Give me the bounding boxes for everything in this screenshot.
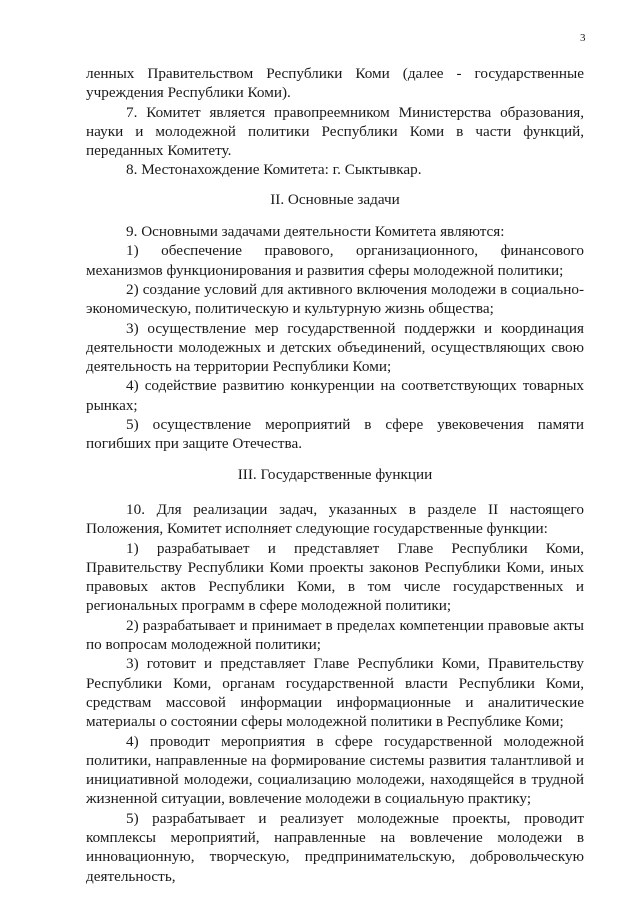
function-item-5: 5) разрабатывает и реализует молодежные проекты, проводит комплексы мероприятий, направленные на вовлечение молодежи в инновационную, творческую, предпринимательскую, добровольческую деятельность, — [86, 809, 584, 885]
function-item-4: 4) проводит мероприятия в сфере государственной молодежной политики, направленные на формирование системы развития талантливой и инициативной молодежи, социализацию молодежи, находящейся в трудной жизненной ситуации, вовлечение молодежи в социальную практику; — [86, 732, 584, 808]
paragraph-8: 8. Местонахождение Комитета: г. Сыктывкар. — [126, 161, 422, 179]
task-item-5: 5) осуществление мероприятий в сфере увековечения памяти погибших при защите Отечества. — [86, 416, 584, 453]
paragraph-10: 10. Для реализации задач, указанных в разделе II настоящего Положения, Комитет исполняет следующие государственные функции: — [86, 500, 584, 538]
task-item-4: 4) содействие развитию конкуренции на соответствующих товарных рынках; — [86, 377, 584, 414]
task-item-3: 3) осуществление мер государственной поддержки и координация деятельности молодежных и детских объединений, осуществляющих свою деятельность на территории Республики Коми; — [86, 319, 584, 376]
paragraph-9: 9. Основными задачами деятельности Комитета являются: — [126, 223, 505, 241]
task-item-2: 2) создание условий для активного включения молодежи в социально-экономическую, политическую и культурную жизнь общества; — [86, 280, 584, 318]
section-heading-main-tasks: II. Основные задачи — [270, 190, 400, 208]
document-body — [86, 64, 584, 886]
task-item-1: 1) обеспечение правового, организационного, финансового механизмов функционирования и развития сферы молодежной политики; — [86, 242, 584, 279]
function-item-2: 2) разрабатывает и принимает в пределах компетенции правовые акты по вопросам молодежной политики; — [86, 616, 584, 654]
paragraph-7: 7. Комитет является правопреемником Министерства образования, науки и молодежной политики Республики Коми в части функций, переданных Комитету. — [86, 103, 584, 160]
page-number: 3 — [580, 32, 586, 44]
section-heading-state-functions: III. Государственные функции — [237, 465, 433, 483]
function-item-1: 1) разрабатывает и представляет Главе Республики Коми, Правительству Республики Коми проекты законов Республики Коми, иных правовых актов Республики Коми, в том числе государственных и региональных программ в сфере молодежной политики; — [86, 539, 584, 615]
paragraph-continuation: ленных Правительством Республики Коми (далее - государственные учреждения Республики Коми). — [86, 65, 584, 102]
function-item-3: 3) готовит и представляет Главе Республики Коми, Правительству Республики Коми, органам государственной власти Республики Коми, средствам массовой информации информационные и аналитические материалы о состоянии сферы молодежной политики в Республике Коми; — [86, 655, 584, 731]
